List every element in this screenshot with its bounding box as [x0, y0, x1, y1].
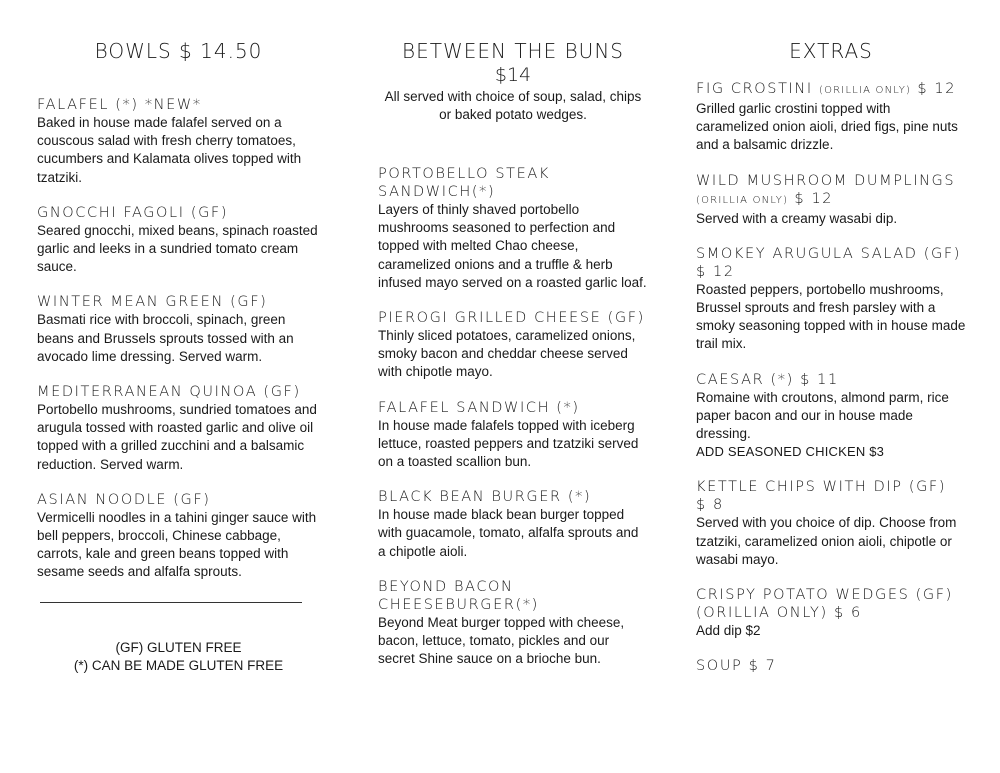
item-name-text: FIG CROSTINI [696, 81, 813, 97]
item-name: WINTER MEAN GREEN (GF) [37, 294, 268, 311]
item-name: PIEROGI GRILLED CHEESE (GF) [378, 310, 645, 327]
item-name-text: SOUP [696, 658, 743, 675]
item-name [696, 245, 966, 281]
menu-item [696, 657, 966, 675]
menu-item [37, 293, 320, 366]
item-description: Portobello mushrooms, sundried tomatoes and arugula tossed with roasted garlic and olive oil topped with a grilled zucchini and a balsamic reduction. Served warm. [37, 402, 317, 472]
menu-item [696, 371, 966, 462]
item-price: $ 7 [748, 658, 777, 675]
item-description: Romaine with croutons, almond parm, rice paper bacon and our in house made dressing. [696, 389, 949, 442]
item-price: $ 12 [917, 81, 957, 97]
bowls-column [37, 0, 320, 675]
menu-item [37, 204, 320, 277]
menu-item [378, 399, 648, 472]
legend [37, 639, 320, 675]
legend-can-be-gluten-free: (*) CAN BE MADE GLUTEN FREE [73, 657, 284, 673]
extras-column [696, 0, 966, 692]
menu-item [378, 165, 648, 292]
buns-price: $14 [494, 64, 532, 86]
item-name: PORTOBELLO STEAK SANDWICH(*) [378, 166, 551, 200]
item-name-text: CAESAR (*) [696, 371, 794, 388]
item-name: MEDITERRANEAN QUINOA (GF) [37, 384, 301, 401]
item-price: $ 8 [696, 497, 724, 514]
item-name [696, 657, 966, 675]
item-price: $ 12 [794, 190, 834, 207]
item-description: Add dip $2 [696, 623, 761, 639]
item-price: $ 6 [833, 605, 862, 622]
item-description: Served with a creamy wasabi dip. [696, 210, 898, 226]
item-name: GNOCCHI FAGOLI (GF) [37, 204, 229, 221]
menu-item [696, 80, 966, 155]
item-description: Vermicelli noodles in a tahini ginger sauce with bell peppers, broccoli, Chinese cabbage, carrots, kale and green beans topped with sesame seeds and alfalfa sprouts. [37, 509, 317, 580]
item-name: FALAFEL (*) *NEW* [37, 97, 202, 113]
divider-line [40, 602, 302, 603]
buns-subtitle: All served with choice of soup, salad, chips or baked potato wedges. [384, 89, 642, 122]
item-description: Baked in house made falafel served on a couscous salad with fresh cherry tomatoes, cucumbers and Kalamata olives topped with tzatziki. [37, 115, 302, 185]
item-description: In house made black bean burger topped with guacamole, tomato, alfalfa sprouts and a chipotle aioli. [378, 507, 639, 559]
item-name: BEYOND BACON CHEESEBURGER(*) [378, 578, 539, 613]
item-name [696, 478, 966, 514]
item-description: In house made falafels topped with iceberg lettuce, roasted peppers and tzatziki served on a toasted scallion bun. [378, 417, 639, 470]
item-description: Layers of thinly shaved portobello mushrooms seasoned to perfection and topped with melted Chao cheese, caramelized onions and a truffle & herb infused mayo served on a roasted garlic loaf. [378, 202, 647, 290]
item-description: Seared gnocchi, mixed beans, spinach roasted garlic and leeks in a sundried tomato cream sauce. [37, 222, 318, 275]
menu-item [37, 383, 320, 474]
item-name-text: WILD MUSHROOM DUMPLINGS [696, 172, 956, 189]
item-location-note: (ORILLIA ONLY) [818, 85, 912, 96]
bowls-title: BOWLS $ 14.50 [94, 39, 263, 63]
menu-item [696, 478, 966, 569]
item-price: $ 12 [696, 263, 735, 280]
item-description: Basmati rice with broccoli, spinach, green beans and Brussels sprouts tossed with an avocado lime dressing. Served warm. [37, 312, 294, 364]
menu-item [378, 578, 648, 669]
add-chicken-option: ADD SEASONED CHICKEN $3 [696, 444, 885, 460]
item-name-text: SMOKEY ARUGULA SALAD (GF) [696, 245, 962, 262]
menu-item [37, 96, 320, 187]
item-description: Roasted peppers, portobello mushrooms, Brussel sprouts and fresh parsley with a smoky seasoning topped with in house made trail mix. [696, 281, 966, 352]
item-description: Served with you choice of dip. Choose from tzatziki, caramelized onion aioli, chipotle or wasabi mayo. [696, 515, 957, 567]
buns-column [378, 0, 648, 685]
item-name: ASIAN NOODLE (GF) [37, 491, 211, 508]
item-name [696, 586, 966, 622]
menu-item [378, 488, 648, 561]
item-name [696, 172, 966, 210]
item-description: Grilled garlic crostini topped with caramelized onion aioli, dried figs, pine nuts and a balsamic drizzle. [696, 101, 958, 153]
menu-item [378, 309, 648, 382]
item-name-text: KETTLE CHIPS WITH DIP (GF) [696, 479, 947, 496]
menu-item [37, 491, 320, 582]
item-name [696, 80, 966, 100]
item-name [696, 371, 966, 389]
item-name-text: CRISPY POTATO WEDGES (GF) (ORILLIA ONLY) [696, 587, 953, 622]
extras-title: EXTRAS [789, 39, 873, 63]
item-description: Beyond Meat burger topped with cheese, bacon, lettuce, tomato, pickles and our secret Shine sauce on a brioche bun. [378, 614, 625, 667]
menu-item [696, 586, 966, 640]
buns-title: BETWEEN THE BUNS [402, 39, 624, 63]
legend-gluten-free: (GF) GLUTEN FREE [115, 639, 242, 655]
item-price: $ 11 [800, 371, 839, 388]
item-name: BLACK BEAN BURGER (*) [378, 489, 592, 506]
item-location-note: (ORILLIA ONLY) [696, 194, 789, 206]
menu-item [696, 172, 966, 228]
item-description: Thinly sliced potatoes, caramelized onions, smoky bacon and cheddar cheese served with chipotle mayo. [378, 328, 636, 380]
menu-item [696, 245, 966, 354]
item-name: FALAFEL SANDWICH (*) [378, 399, 580, 416]
